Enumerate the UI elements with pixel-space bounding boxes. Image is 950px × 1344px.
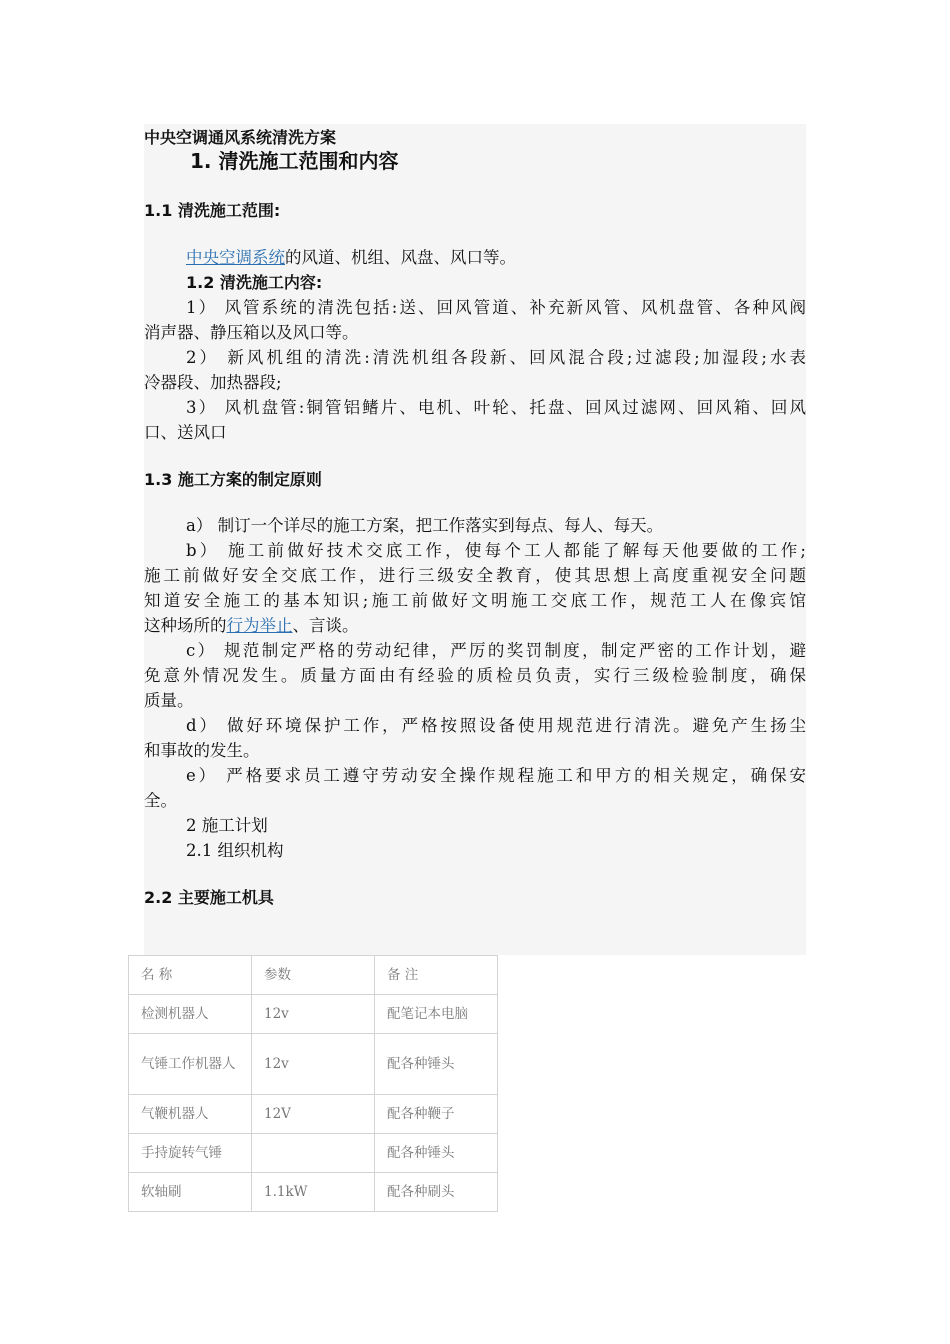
heading-1-1: 1.1 清洗施工范围: (144, 201, 281, 220)
item-3-line-1: 3） 风机盘管:铜管铝鳍片、电机、叶轮、托盘、回风过滤网、回风箱、回风 (186, 398, 806, 417)
table-cell: 配各种锤头 (375, 1034, 498, 1095)
table-cell (252, 1134, 375, 1173)
item-1-line-1: 1） 风管系统的清洗包括:送、回风管道、补充新风管、风机盘管、各种风阀 (186, 298, 806, 317)
table-cell: 配各种刷头 (375, 1173, 498, 1212)
section-2: 2 施工计划 (186, 816, 268, 835)
document-title: 中央空调通风系统清洗方案 (144, 128, 337, 147)
hvac-system-link[interactable]: 中央空调系统 (186, 248, 285, 267)
principle-c-line-1: c） 规范制定严格的劳动纪律，严厉的奖罚制度，制定严密的工作计划，避 (186, 641, 806, 660)
heading-1-2: 1.2 清洗施工内容: (186, 273, 323, 292)
table-row (129, 1134, 498, 1173)
principle-b-line-2: 施工前做好安全交底工作，进行三级安全教育，使其思想上高度重视安全问题 (144, 566, 806, 585)
principle-a: a） 制订一个详尽的施工方案，把工作落实到每点、每人、每天。 (186, 516, 664, 535)
table-cell: 气锤工作机器人 (129, 1034, 252, 1095)
table-header-cell: 参数 (252, 956, 375, 995)
principle-e-line-2: 全。 (144, 791, 177, 810)
principle-c-line-3: 质量。 (144, 691, 194, 710)
section-2-1: 2.1 组织机构 (186, 841, 284, 860)
table-cell: 12V (252, 1095, 375, 1134)
table-cell: 气鞭机器人 (129, 1095, 252, 1134)
heading-1-3: 1.3 施工方案的制定原则 (144, 470, 322, 489)
principle-b-line-4 (144, 613, 806, 638)
table-cell: 检测机器人 (129, 995, 252, 1034)
table-cell: 12v (252, 1034, 375, 1095)
table-row (129, 1173, 498, 1212)
table-cell: 配各种锤头 (375, 1134, 498, 1173)
table-cell: 手持旋转气锤 (129, 1134, 252, 1173)
item-2-line-1: 2） 新风机组的清洗:清洗机组各段新、回风混合段;过滤段;加湿段;水表 (186, 348, 806, 367)
table-cell: 软轴刷 (129, 1173, 252, 1212)
table-row (129, 1095, 498, 1134)
table-row (129, 995, 498, 1034)
paragraph-scope (186, 245, 806, 270)
item-3-line-2: 口、送风口 (144, 423, 227, 442)
principle-b-line-3: 知道安全施工的基本知识;施工前做好文明施工交底工作，规范工人在像宾馆 (144, 591, 806, 610)
table-header-cell: 备 注 (375, 956, 498, 995)
item-1-line-2: 消声器、静压箱以及风口等。 (144, 323, 359, 342)
principle-b-line-1: b） 施工前做好技术交底工作，使每个工人都能了解每天他要做的工作; (186, 541, 806, 560)
table-header-cell: 名 称 (129, 956, 252, 995)
principle-b-text: 这种场所的 (144, 616, 227, 635)
scope-text: 的风道、机组、风盘、风口等。 (285, 248, 516, 267)
table-row (129, 1034, 498, 1095)
table-cell: 配各种鞭子 (375, 1095, 498, 1134)
behavior-link[interactable]: 行为举止 (226, 616, 293, 635)
heading-2-2: 2.2 主要施工机具 (144, 888, 274, 907)
table-header-row (129, 956, 498, 995)
table-cell: 1.1kW (252, 1173, 375, 1212)
tools-table (128, 955, 498, 1212)
principle-d-line-1: d） 做好环境保护工作，严格按照设备使用规范进行清洗。避免产生扬尘 (186, 716, 806, 735)
table-cell: 12v (252, 995, 375, 1034)
principle-d-line-2: 和事故的发生。 (144, 741, 260, 760)
principle-b-tail: 、言谈。 (292, 616, 359, 635)
principle-c-line-2: 免意外情况发生。质量方面由有经验的质检员负责，实行三级检验制度，确保 (144, 666, 806, 685)
item-2-line-2: 冷器段、加热器段; (144, 373, 282, 392)
heading-1: 1. 清洗施工范围和内容 (190, 149, 399, 173)
table-cell: 配笔记本电脑 (375, 995, 498, 1034)
principle-e-line-1: e） 严格要求员工遵守劳动安全操作规程施工和甲方的相关规定，确保安 (186, 766, 806, 785)
